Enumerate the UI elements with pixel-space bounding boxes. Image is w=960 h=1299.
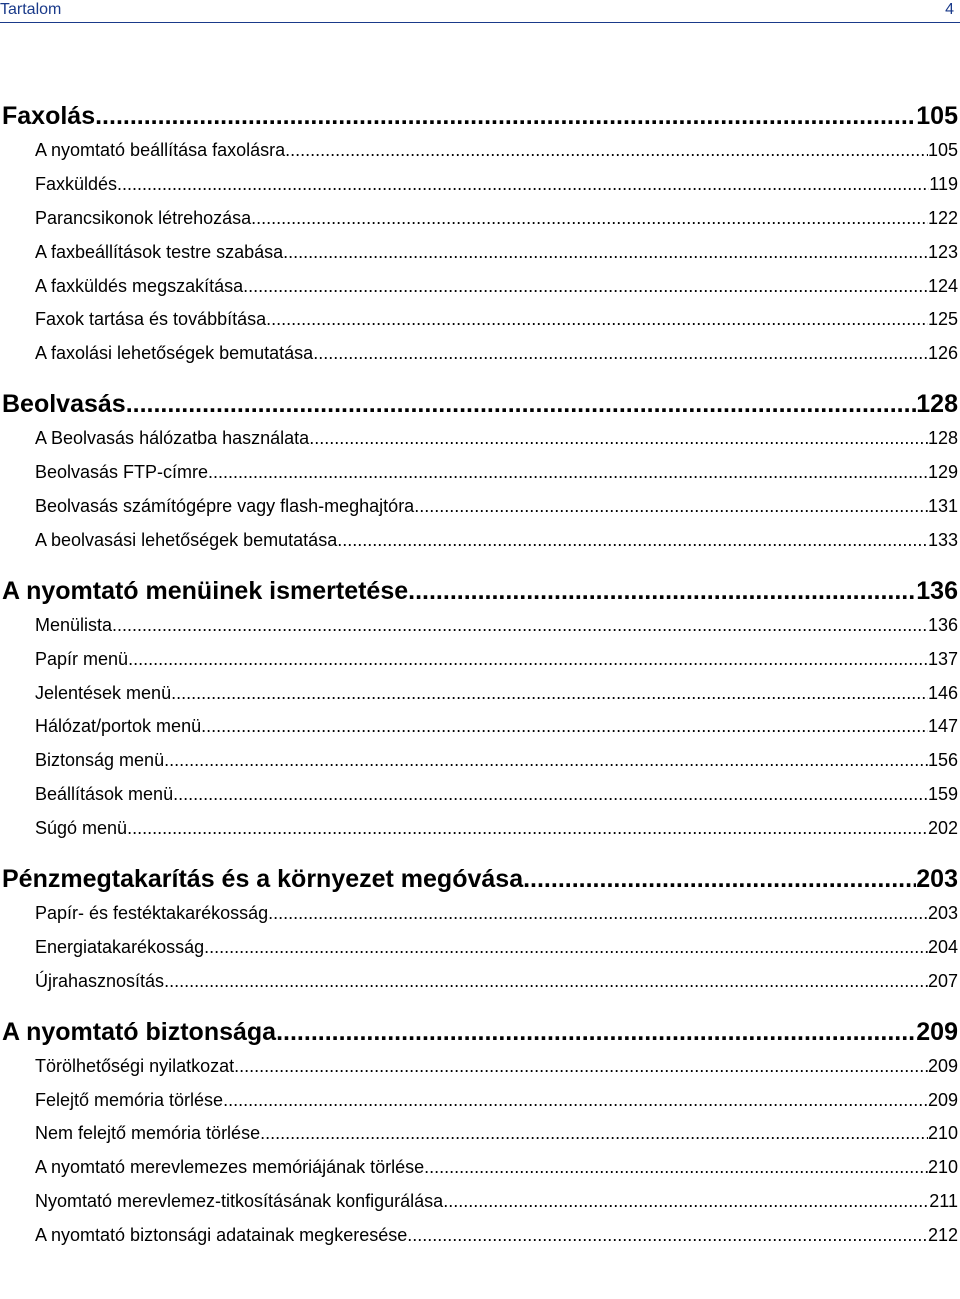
toc-chapter-page: 128 — [916, 386, 958, 422]
toc-leader-dots — [208, 456, 928, 490]
toc-section-title: Energiatakarékosság — [0, 931, 204, 965]
toc-section-title: Hálózat/portok menü — [0, 710, 201, 744]
toc-section-entry[interactable] — [0, 236, 958, 270]
toc-chapter-page: 203 — [916, 861, 958, 897]
toc-section-entry[interactable] — [0, 337, 958, 371]
toc-section-entry[interactable] — [0, 1185, 958, 1219]
toc-section-page: 128 — [928, 422, 958, 456]
toc-section-entry[interactable] — [0, 168, 958, 202]
toc-section-page: 124 — [928, 270, 958, 304]
toc-section-title: Parancsikonok létrehozása — [0, 202, 251, 236]
header-page-number: 4 — [945, 1, 954, 18]
toc-section-page: 212 — [928, 1219, 958, 1253]
toc-chapter-entry[interactable] — [0, 98, 958, 134]
toc-section-page: 210 — [928, 1117, 958, 1151]
toc-section-title: Papír menü — [0, 643, 128, 677]
toc-section-page: 137 — [928, 643, 958, 677]
toc-leader-dots — [266, 303, 928, 337]
toc-section-page: 126 — [928, 337, 958, 371]
toc-leader-dots — [171, 677, 928, 711]
toc-leader-dots — [95, 98, 916, 134]
toc-section-title: Faxok tartása és továbbítása — [0, 303, 266, 337]
toc-chapter-entry[interactable] — [0, 1014, 958, 1050]
toc-leader-dots — [173, 778, 928, 812]
toc-section-title: Faxküldés — [0, 168, 117, 202]
toc-section-title: A faxküldés megszakítása — [0, 270, 243, 304]
toc-chapter-title: Beolvasás — [0, 386, 126, 422]
toc-section-title: A faxolási lehetőségek bemutatása — [0, 337, 313, 371]
toc-section-entry[interactable] — [0, 490, 958, 524]
toc-leader-dots — [112, 609, 928, 643]
toc-section-page: 123 — [928, 236, 958, 270]
toc-chapter-title: A nyomtató menüinek ismertetése — [0, 573, 408, 609]
toc-leader-dots — [408, 573, 916, 609]
toc-leader-dots — [309, 422, 928, 456]
toc-leader-dots — [117, 168, 929, 202]
toc-chapter-title: A nyomtató biztonsága — [0, 1014, 276, 1050]
toc-leader-dots — [443, 1185, 929, 1219]
chapter-gap — [0, 558, 958, 573]
toc-leader-dots — [164, 965, 928, 999]
toc-section-page: 203 — [928, 897, 958, 931]
toc-chapter-page: 136 — [916, 573, 958, 609]
toc-section-title: A nyomtató biztonsági adatainak megkeresése — [0, 1219, 407, 1253]
toc-section-title: Beolvasás FTP-címre — [0, 456, 208, 490]
toc-section-page: 207 — [928, 965, 958, 999]
toc-section-entry[interactable] — [0, 422, 958, 456]
toc-leader-dots — [424, 1151, 928, 1185]
toc-section-title: A faxbeállítások testre szabása — [0, 236, 283, 270]
header-divider — [0, 22, 960, 23]
chapter-gap — [0, 371, 958, 386]
toc-section-entry[interactable] — [0, 710, 958, 744]
toc-section-entry[interactable] — [0, 931, 958, 965]
chapter-gap — [0, 846, 958, 861]
toc-leader-dots — [243, 270, 928, 304]
toc-leader-dots — [126, 386, 917, 422]
toc-chapter-page: 105 — [916, 98, 958, 134]
toc-leader-dots — [276, 1014, 916, 1050]
toc-section-page: 125 — [928, 303, 958, 337]
toc-section-entry[interactable] — [0, 1151, 958, 1185]
toc-section-title: Beállítások menü — [0, 778, 173, 812]
toc-section-title: Nem felejtő memória törlése — [0, 1117, 260, 1151]
toc-section-title: Törölhetőségi nyilatkozat — [0, 1050, 234, 1084]
toc-section-title: Újrahasznosítás — [0, 965, 164, 999]
toc-section-title: Menülista — [0, 609, 112, 643]
toc-section-title: A nyomtató beállítása faxolásra — [0, 134, 285, 168]
chapter-gap — [0, 999, 958, 1014]
toc-section-entry[interactable] — [0, 778, 958, 812]
toc-section-entry[interactable] — [0, 303, 958, 337]
toc-section-entry[interactable] — [0, 897, 958, 931]
toc-section-entry[interactable] — [0, 812, 958, 846]
toc-section-page: 146 — [928, 677, 958, 711]
toc-section-entry[interactable] — [0, 643, 958, 677]
toc-section-page: 131 — [928, 490, 958, 524]
toc-chapter-title: Pénzmegtakarítás és a környezet megóvása — [0, 861, 523, 897]
toc-section-page: 119 — [929, 168, 958, 202]
toc-section-page: 209 — [928, 1084, 958, 1118]
toc-section-entry[interactable] — [0, 609, 958, 643]
toc-leader-dots — [204, 931, 928, 965]
toc-section-entry[interactable] — [0, 456, 958, 490]
toc-leader-dots — [260, 1117, 928, 1151]
toc-chapter-page: 209 — [916, 1014, 958, 1050]
toc-section-title: Papír- és festéktakarékosság — [0, 897, 268, 931]
toc-leader-dots — [283, 236, 928, 270]
table-of-contents — [0, 98, 958, 1253]
toc-section-title: Nyomtató merevlemez-titkosításának konfigurálása — [0, 1185, 443, 1219]
toc-leader-dots — [337, 524, 928, 558]
toc-section-page: 133 — [928, 524, 958, 558]
toc-section-title: Beolvasás számítógépre vagy flash-meghajtóra — [0, 490, 414, 524]
toc-section-page: 136 — [928, 609, 958, 643]
toc-section-entry[interactable] — [0, 134, 958, 168]
toc-section-title: Felejtő memória törlése — [0, 1084, 223, 1118]
toc-section-page: 204 — [928, 931, 958, 965]
toc-chapter-entry[interactable] — [0, 861, 958, 897]
toc-section-page: 202 — [928, 812, 958, 846]
toc-section-entry[interactable] — [0, 202, 958, 236]
toc-chapter-entry[interactable] — [0, 386, 958, 422]
toc-section-page: 147 — [928, 710, 958, 744]
toc-leader-dots — [164, 744, 928, 778]
toc-section-page: 210 — [928, 1151, 958, 1185]
toc-chapter-entry[interactable] — [0, 573, 958, 609]
toc-leader-dots — [251, 202, 928, 236]
toc-leader-dots — [407, 1219, 928, 1253]
toc-chapter-title: Faxolás — [0, 98, 95, 134]
toc-section-page: 209 — [928, 1050, 958, 1084]
toc-section-page: 122 — [928, 202, 958, 236]
toc-section-page: 105 — [928, 134, 958, 168]
toc-section-title: A beolvasási lehetőségek bemutatása — [0, 524, 337, 558]
toc-section-title: A nyomtató merevlemezes memóriájának törlése — [0, 1151, 424, 1185]
toc-section-page: 211 — [929, 1185, 958, 1219]
toc-leader-dots — [313, 337, 928, 371]
toc-section-title: Súgó menü — [0, 812, 127, 846]
toc-leader-dots — [285, 134, 928, 168]
toc-leader-dots — [127, 812, 928, 846]
toc-section-title: A Beolvasás hálózatba használata — [0, 422, 309, 456]
toc-leader-dots — [223, 1084, 928, 1118]
toc-section-title: Biztonság menü — [0, 744, 164, 778]
toc-section-entry[interactable] — [0, 1219, 958, 1253]
toc-section-entry[interactable] — [0, 524, 958, 558]
toc-section-page: 159 — [928, 778, 958, 812]
header-title: Tartalom — [0, 1, 62, 18]
running-header — [0, 0, 960, 22]
toc-section-entry[interactable] — [0, 1084, 958, 1118]
toc-section-page: 129 — [928, 456, 958, 490]
toc-leader-dots — [234, 1050, 928, 1084]
toc-section-entry[interactable] — [0, 1050, 958, 1084]
toc-leader-dots — [523, 861, 916, 897]
toc-section-entry[interactable] — [0, 677, 958, 711]
toc-section-page: 156 — [928, 744, 958, 778]
toc-section-entry[interactable] — [0, 270, 958, 304]
toc-section-entry[interactable] — [0, 1117, 958, 1151]
toc-section-entry[interactable] — [0, 744, 958, 778]
toc-section-entry[interactable] — [0, 965, 958, 999]
toc-leader-dots — [414, 490, 928, 524]
toc-leader-dots — [201, 710, 928, 744]
toc-leader-dots — [128, 643, 928, 677]
toc-leader-dots — [268, 897, 928, 931]
toc-section-title: Jelentések menü — [0, 677, 171, 711]
